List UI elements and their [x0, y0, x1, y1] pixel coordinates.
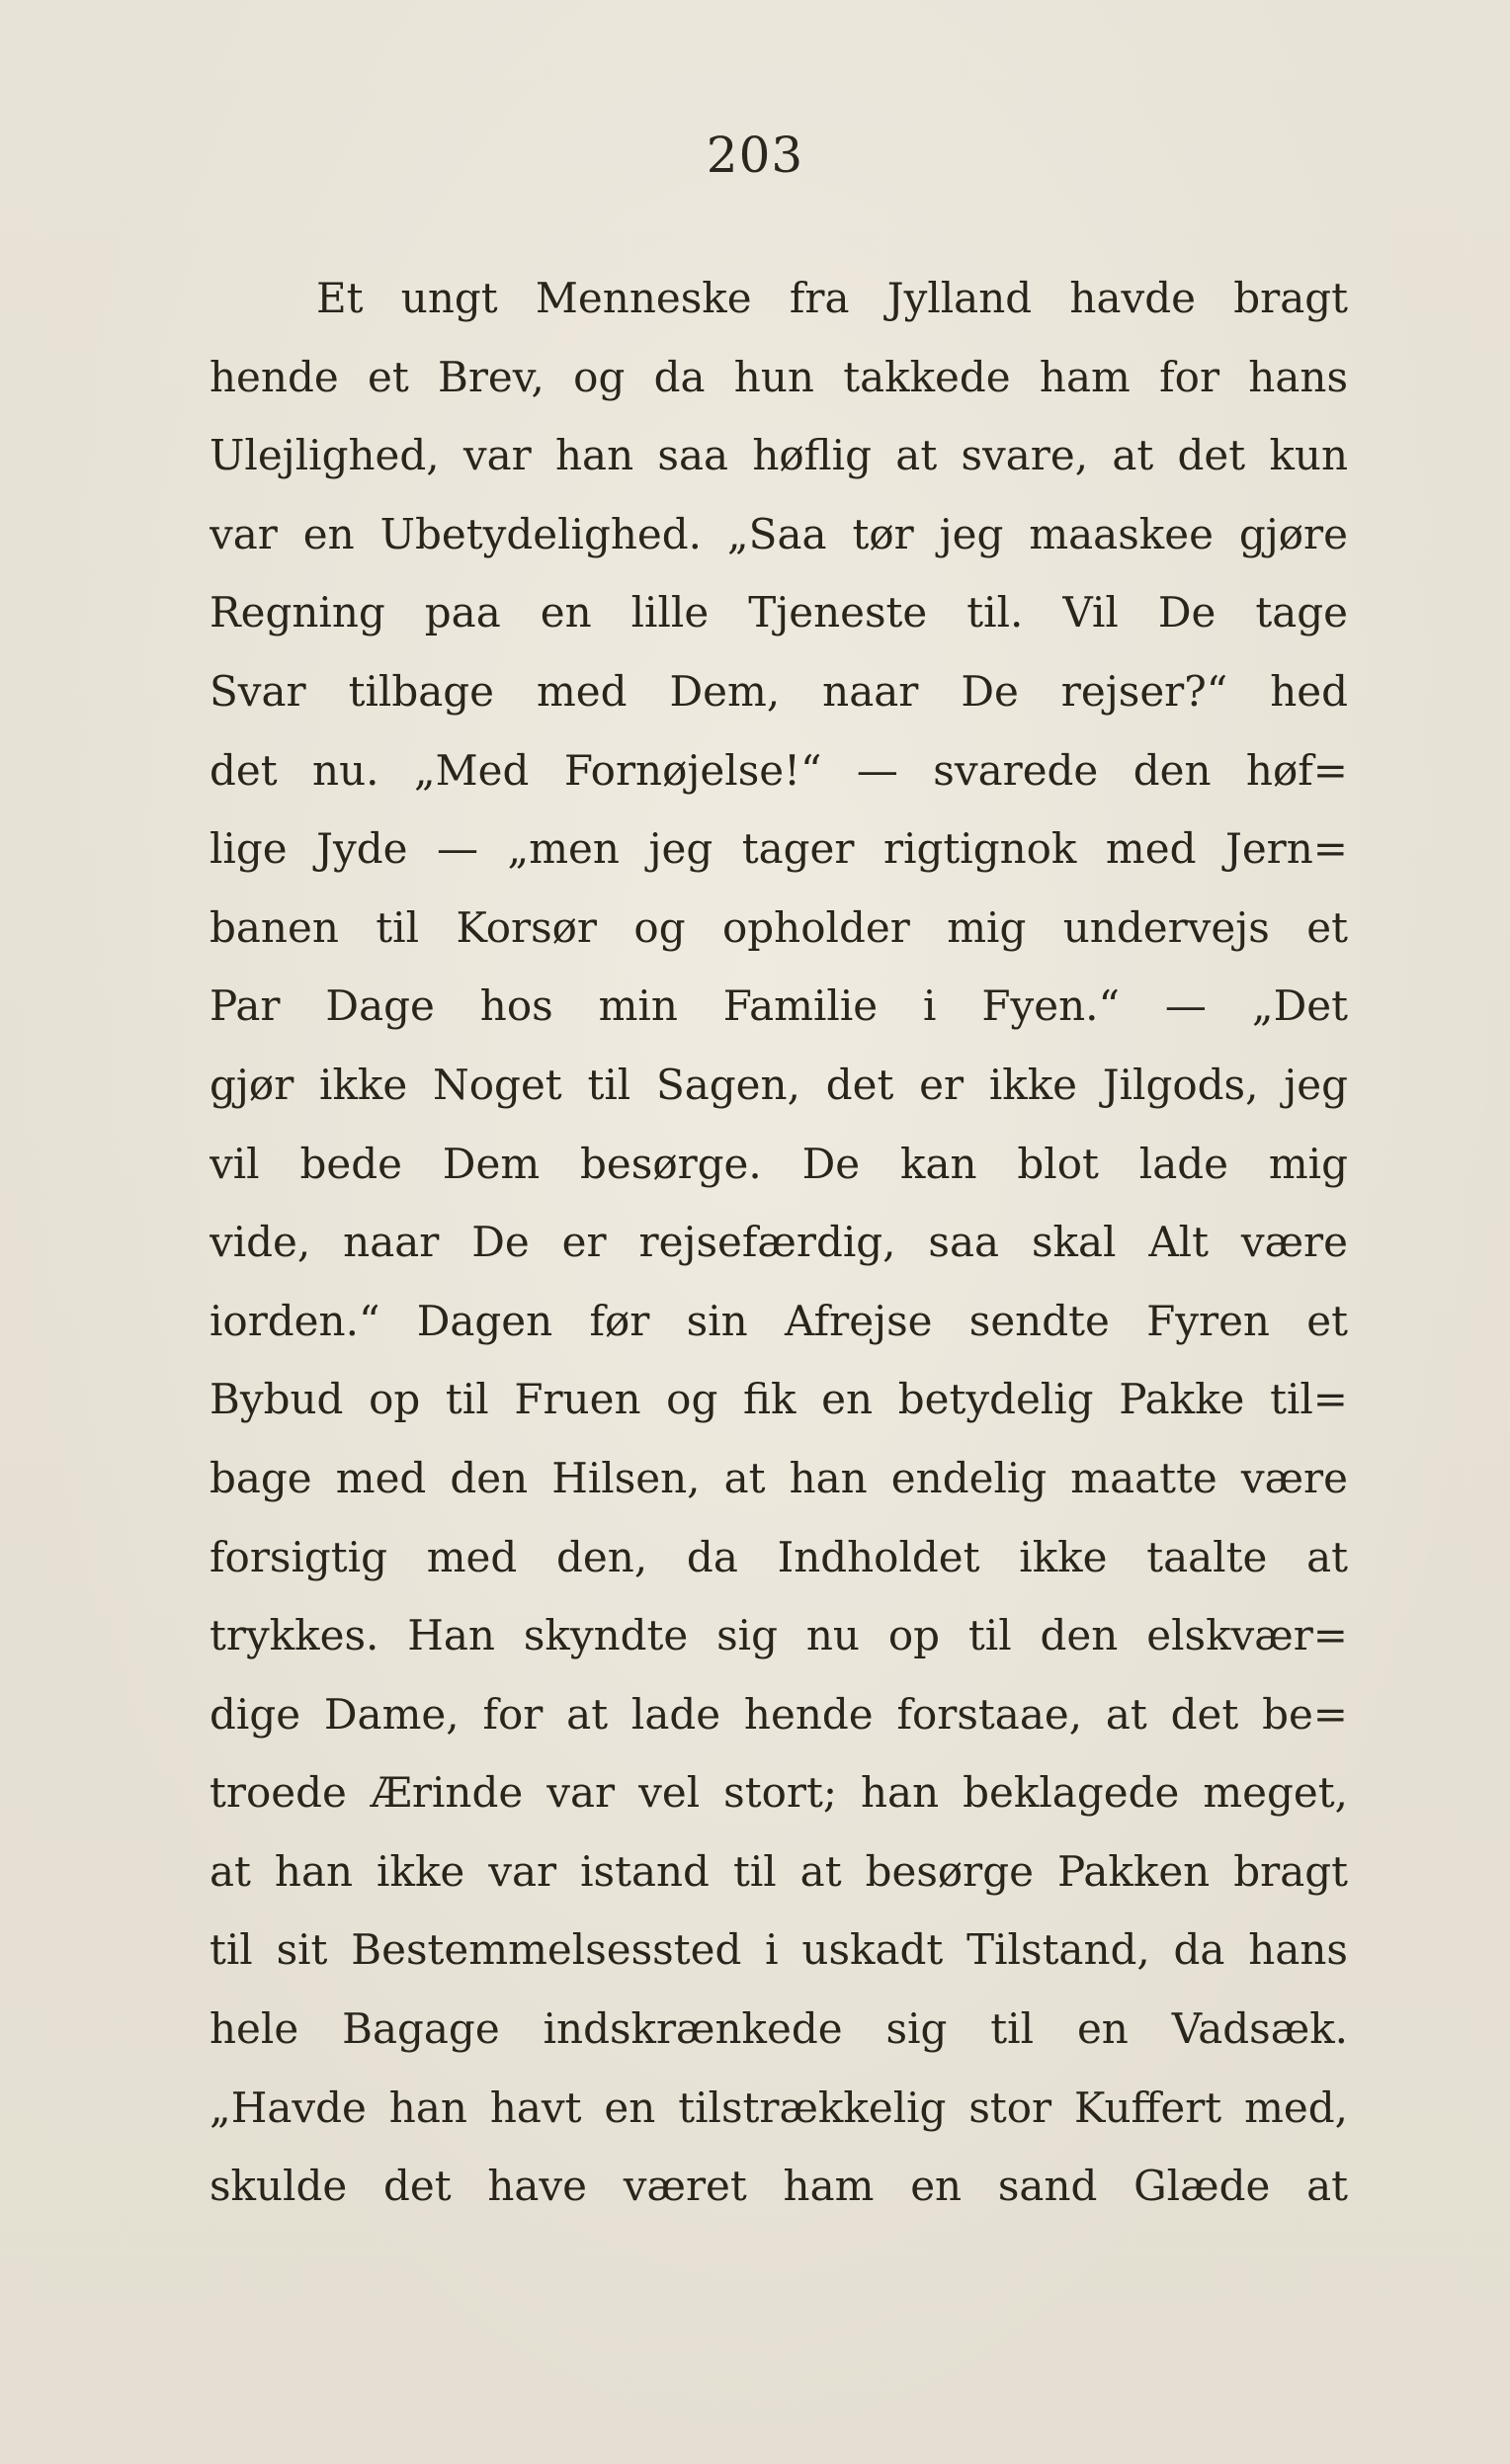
text-line: Regning paa en lille Tjeneste til. Vil De tage: [210, 588, 1348, 637]
text-line: lige Jyde — „men jeg tager rigtignok med Jern=: [210, 824, 1348, 874]
text-line: til sit Bestemmelsessted i uskadt Tilstand, da hans: [210, 1925, 1348, 1975]
text-line: bage med den Hilsen, at han endelig maatte være: [210, 1453, 1348, 1502]
text-line: at han ikke var istand til at besørge Pakken bragt: [210, 1846, 1348, 1896]
page-number: 203: [706, 127, 804, 184]
text-line: Svar tilbage med Dem, naar De rejser?“ hed: [210, 666, 1348, 716]
text-line: skulde det have været ham en sand Glæde at: [210, 2162, 1348, 2211]
text-line: Bybud op til Fruen og fik en betydelig Pakke til=: [210, 1375, 1348, 1424]
text-line: banen til Korsør og opholder mig undervejs et: [210, 902, 1348, 952]
text-line: Ulejlighed, var han saa høflig at svare, at det kun: [210, 431, 1348, 480]
text-line: Par Dage hos min Familie i Fyen.“ — „Det: [210, 981, 1348, 1031]
text-line: vide, naar De er rejsefærdig, saa skal Alt være: [210, 1218, 1348, 1267]
text-line: vil bede Dem besørge. De kan blot lade mig: [210, 1139, 1348, 1188]
text-line: Et ungt Menneske fra Jylland havde bragt: [316, 274, 1348, 322]
body-text: [210, 259, 1348, 2226]
text-line: hele Bagage indskrænkede sig til en Vadsæk.: [210, 2004, 1348, 2054]
text-line: hende et Brev, og da hun takkede ham for hans: [210, 352, 1348, 401]
text-line: „Havde han havt en tilstrækkelig stor Kuffert med,: [210, 2082, 1348, 2132]
text-line: iorden.“ Dagen før sin Afrejse sendte Fyren et: [210, 1296, 1348, 1345]
text-line: forsigtig med den, da Indholdet ikke taalte at: [210, 1532, 1348, 1581]
text-line: var en Ubetydelighed. „Saa tør jeg maaskee gjøre: [210, 509, 1348, 558]
text-line: det nu. „Med Fornøjelse!“ — svarede den høf=: [210, 745, 1348, 795]
text-line: dige Dame, for at lade hende forstaae, at det be=: [210, 1689, 1348, 1739]
text-line: troede Ærinde var vel stort; han beklagede meget,: [210, 1768, 1348, 1818]
text-line: trykkes. Han skyndte sig nu op til den elskvær=: [210, 1611, 1348, 1660]
text-line: gjør ikke Noget til Sagen, det er ikke Jilgods, jeg: [210, 1060, 1348, 1109]
